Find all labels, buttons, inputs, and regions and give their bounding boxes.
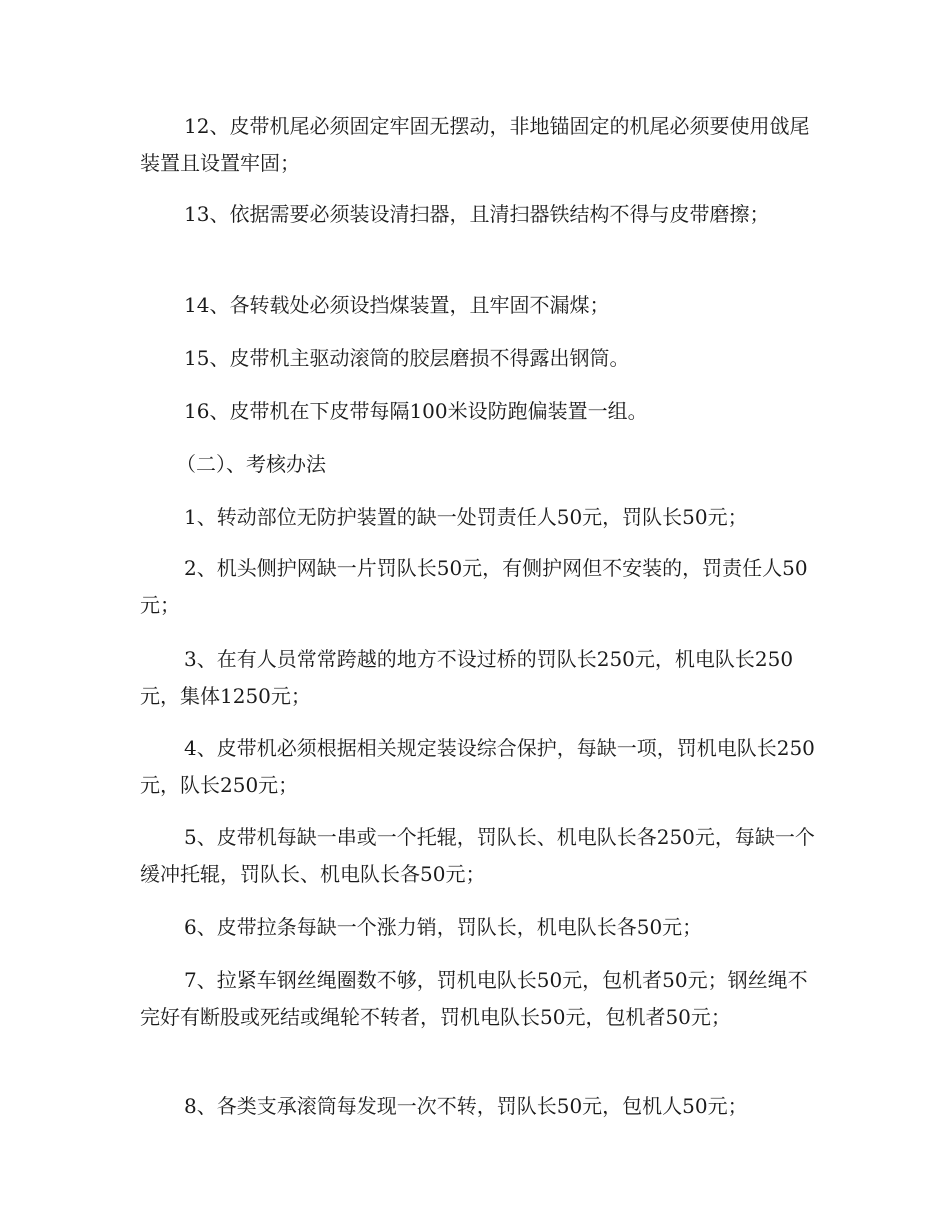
penalty-item-5: 5、皮带机每缺一串或一个托辊，罚队长、机电队长各250元，每缺一个缓冲托辊，罚队长、机电队长各50元； xyxy=(140,825,815,886)
paragraph-item-15: 15、皮带机主驱动滚筒的胶层磨损不得露出钢筒。 xyxy=(184,346,630,370)
paragraph-item-14: 14、各转载处必须设挡煤装置，且牢固不漏煤； xyxy=(184,293,610,317)
penalty-item-7: 7、拉紧车钢丝绳圈数不够，罚机电队长50元，包机者50元；钢丝绳不完好有断股或死结或绳轮不转者，罚机电队长50元，包机者50元； xyxy=(140,968,808,1029)
penalty-item-8: 8、各类支承滚筒每发现一次不转，罚队长50元，包机人50元； xyxy=(184,1094,748,1118)
paragraph-item-13: 13、依据需要必须装设清扫器，且清扫器铁结构不得与皮带磨擦； xyxy=(184,202,770,226)
paragraph-item-12: 12、皮带机尾必须固定牢固无摆动，非地锚固定的机尾必须要使用戗尾装置且设置牢固； xyxy=(140,114,810,175)
penalty-item-3: 3、在有人员常常跨越的地方不设过桥的罚队长250元，机电队长250元，集体1250元； xyxy=(140,647,794,708)
paragraph-item-16: 16、皮带机在下皮带每隔100米设防跑偏装置一组。 xyxy=(184,399,648,423)
penalty-item-1: 1、转动部位无防护装置的缺一处罚责任人50元，罚队长50元； xyxy=(184,505,748,529)
penalty-item-4: 4、皮带机必须根据相关规定装设综合保护，每缺一项，罚机电队长250元，队长250元； xyxy=(140,736,815,797)
penalty-item-6: 6、皮带拉条每缺一个涨力销，罚队长，机电队长各50元； xyxy=(184,915,703,939)
section-heading-assessment: （二）、考核办法 xyxy=(176,452,326,476)
penalty-item-2: 2、机头侧护网缺一片罚队长50元，有侧护网但不安装的，罚责任人50元； xyxy=(140,556,808,617)
